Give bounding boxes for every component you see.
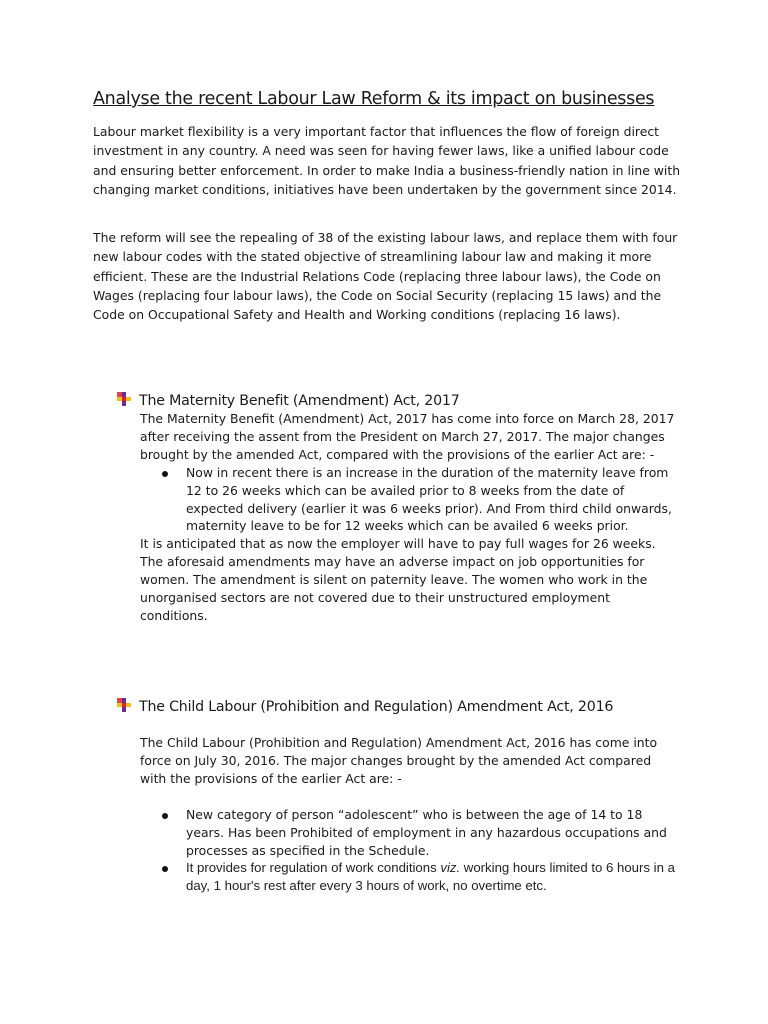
plus-diamond-icon [115, 697, 133, 713]
list-item-text-em: viz. [440, 860, 461, 876]
list-item-text: Now in recent there is an increase in the duration of the maternity leave from 12 to 26 weeks which can be availed prior to 8 weeks from the date of expected delivery (earlier it was 6 weeks prior). And From third child onwards, maternity leave to be for 12 weeks which can be availed 6 weeks prior. [186, 464, 672, 534]
list-item [140, 806, 680, 860]
bullet-dot-icon [162, 471, 168, 477]
list-item-text-b: working hours limited to 6 hours in a day, 1 hour's rest after every 3 hours of work, no overtime etc. [186, 860, 675, 893]
section-body-maternity [140, 410, 680, 625]
plus-diamond-icon [115, 391, 133, 407]
section-heading-text: The Child Labour (Prohibition and Regulation) Amendment Act, 2016 [139, 699, 614, 715]
document-title: Analyse the recent Labour Law Reform & its impact on businesses [93, 89, 655, 109]
section-heading-text: The Maternity Benefit (Amendment) Act, 2017 [139, 393, 460, 409]
bullet-dot-icon [162, 813, 168, 819]
intro-paragraph-2: The reform will see the repealing of 38 of the existing labour laws, and replace them with four new labour codes with the stated objective of streamlining labour law and making it more efficient. These are the Industrial Relations Code (replacing three labour laws), the Code on Wages (replacing four labour laws), the Code on Social Security (replacing 15 laws) and the Code on Occupational Safety and Health and Working conditions (replacing 16 laws). [93, 230, 678, 323]
bullet-dot-icon [162, 866, 168, 872]
section-heading-maternity [115, 391, 460, 409]
list-item-text: New category of person “adolescent” who is between the age of 14 to 18 years. Has been Prohibited of employment in any hazardous occupations and processes as specified in the Schedule. [186, 806, 667, 858]
bullet-list [140, 806, 680, 895]
section-lead: The Child Labour (Prohibition and Regulation) Amendment Act, 2016 has come into force on July 30, 2016. The major changes brought by the amended Act compared with the provisions of the earlier Act are: - [140, 735, 658, 786]
list-item-text-a: It provides for regulation of work conditions [186, 860, 441, 876]
intro-paragraph-1: Labour market flexibility is a very important factor that influences the flow of foreign direct investment in any country. A need was seen for having fewer laws, like a unified labour code and ensuring better enforcement. In order to make India a business-friendly nation in line with changing market conditions, initiatives have been undertaken by the government since 2014. [93, 124, 681, 197]
list-item [140, 859, 680, 894]
section-body-child-labour [140, 734, 680, 894]
bullet-list [140, 464, 680, 536]
section-heading-child-labour [115, 697, 613, 715]
section-closing: It is anticipated that as now the employer will have to pay full wages for 26 weeks. The aforesaid amendments may have an adverse impact on job opportunities for women. The amendment is silent on paternity leave. The women who work in the unorganised sectors are not covered due to their unstructured employment conditions. [140, 536, 656, 623]
section-lead: The Maternity Benefit (Amendment) Act, 2017 has come into force on March 28, 2017 after receiving the assent from the President on March 27, 2017. The major changes brought by the amended Act, compared with the provisions of the earlier Act are: - [140, 411, 675, 462]
list-item [140, 464, 680, 536]
